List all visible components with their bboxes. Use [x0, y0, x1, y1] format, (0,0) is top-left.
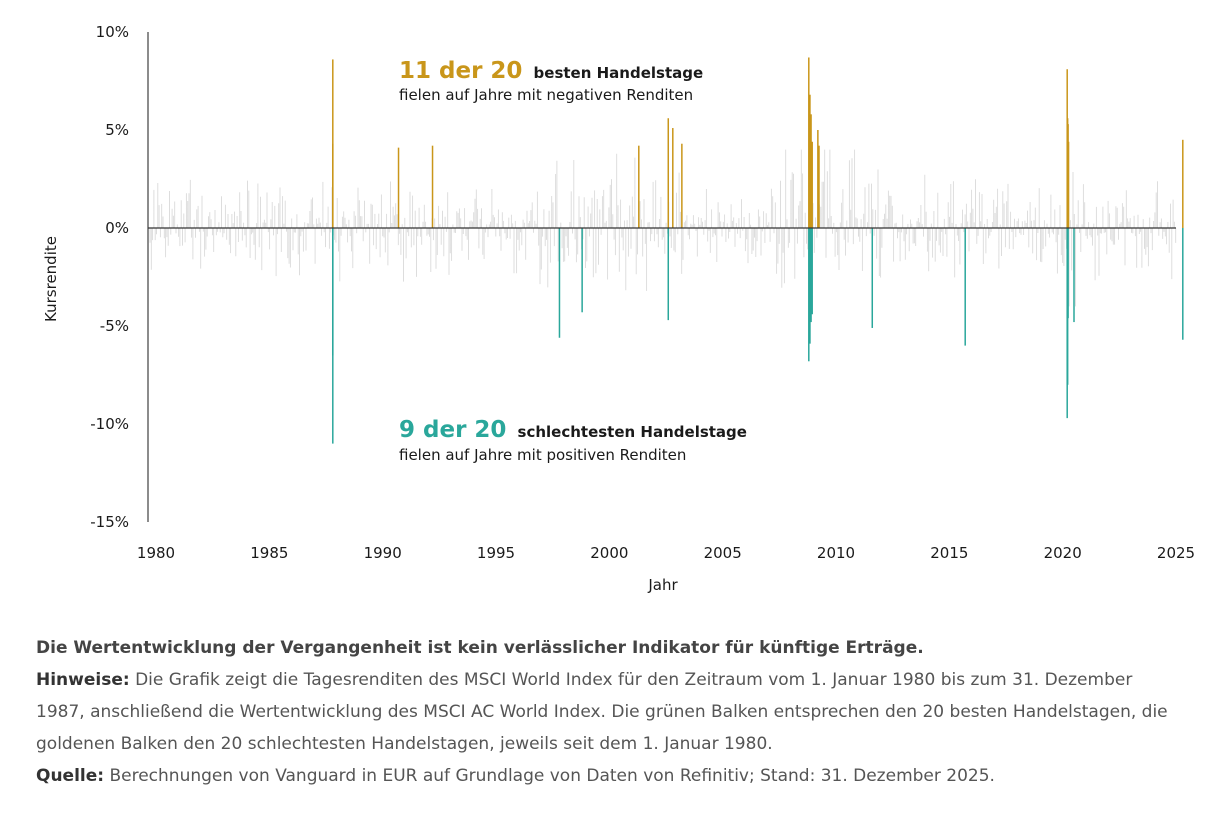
- worst-day-bar: [1182, 228, 1184, 340]
- footnotes: [36, 632, 1186, 792]
- notes-text: Die Grafik zeigt die Tagesrenditen des MSCI World Index für den Zeitraum vom 1. Januar 1980 bis zum 31. Dezember 1987, anschließend die Wertentwicklung des MSCI AC World Index. Die grünen Balken entsprechen den 20 besten Handelstagen, die goldenen Balken den 20 schlechtesten Handelstagen, jeweils seit dem 1. Januar 1980.: [36, 670, 1168, 754]
- worst-day-bar: [964, 228, 966, 346]
- x-axis-title: Jahr: [648, 576, 678, 594]
- x-tick-label: 2020: [1043, 544, 1082, 562]
- y-tick-label: -5%: [99, 317, 129, 335]
- source-label: Quelle:: [36, 766, 105, 786]
- y-tick-label: 10%: [95, 23, 129, 41]
- best-day-bar: [811, 142, 813, 228]
- worst-day-bar: [872, 228, 874, 328]
- svg-text:9 der 20 schlechtesten H: [399, 417, 747, 443]
- best-day-bar: [1182, 140, 1184, 228]
- y-axis-ticks: [90, 23, 129, 531]
- best-day-bar: [398, 148, 400, 228]
- x-tick-label: 1980: [136, 544, 176, 562]
- y-tick-label: -15%: [90, 513, 129, 531]
- performance-disclaimer: Die Wertentwicklung der Vergangenheit ist kein verlässlicher Indikator für künftige Erträge.: [36, 638, 924, 658]
- source-text: Berechnungen von Vanguard in EUR auf Grundlage von Daten von Refinitiv; Stand: 31. Dezember 2025.: [109, 766, 995, 786]
- y-tick-label: 0%: [105, 219, 129, 237]
- x-axis-ticks: [137, 544, 1195, 562]
- y-tick-label: 5%: [105, 121, 129, 139]
- worst-day-bar: [332, 228, 334, 355]
- worst-day-bar: [1067, 228, 1069, 318]
- source-paragraph: [36, 760, 1186, 792]
- best-day-bar: [332, 144, 334, 228]
- worst-day-bar: [1073, 228, 1075, 322]
- x-tick-label: 2015: [930, 544, 969, 562]
- best-day-bar: [432, 146, 434, 228]
- best-day-bar: [638, 146, 640, 228]
- x-tick-label: 2000: [590, 544, 629, 562]
- x-tick-label: 1990: [363, 544, 402, 562]
- annotation-worst-count: 9 der 20: [399, 417, 507, 443]
- annotation-best-count: 11 der 20: [399, 58, 523, 84]
- annotation-worst-text: fielen auf Jahre mit positiven Renditen: [399, 446, 687, 464]
- annotation-worst-days: [399, 417, 747, 464]
- x-tick-label: 2005: [703, 544, 742, 562]
- y-axis-title: Kursrendite: [42, 236, 60, 322]
- annotation-best-text: fielen auf Jahre mit negativen Renditen: [399, 86, 694, 104]
- y-tick-label: -10%: [90, 415, 129, 433]
- best-day-bar: [818, 146, 820, 228]
- x-tick-label: 1995: [476, 544, 516, 562]
- worst-day-bar: [811, 228, 813, 314]
- svg-text:11 der 20 besten Handels: [399, 58, 703, 84]
- x-tick-label: 1985: [250, 544, 289, 562]
- best-day-bar: [672, 128, 674, 228]
- worst-day-bar: [559, 228, 561, 338]
- x-tick-label: 2025: [1156, 544, 1196, 562]
- annotation-best-days: [399, 58, 703, 104]
- best-day-bar: [1068, 142, 1070, 228]
- notes-label: Hinweise:: [36, 670, 130, 690]
- x-tick-label: 2010: [816, 544, 856, 562]
- annotation-best-label: besten Handelstage: [533, 64, 704, 82]
- highlight-bars: [332, 57, 1184, 443]
- worst-day-bar: [581, 228, 583, 312]
- best-day-bar: [668, 118, 670, 228]
- notes-paragraph: [36, 664, 1186, 760]
- worst-day-bar: [668, 228, 670, 320]
- annotation-worst-label: schlechtesten Handelstage: [517, 423, 747, 441]
- best-day-bar: [681, 144, 683, 228]
